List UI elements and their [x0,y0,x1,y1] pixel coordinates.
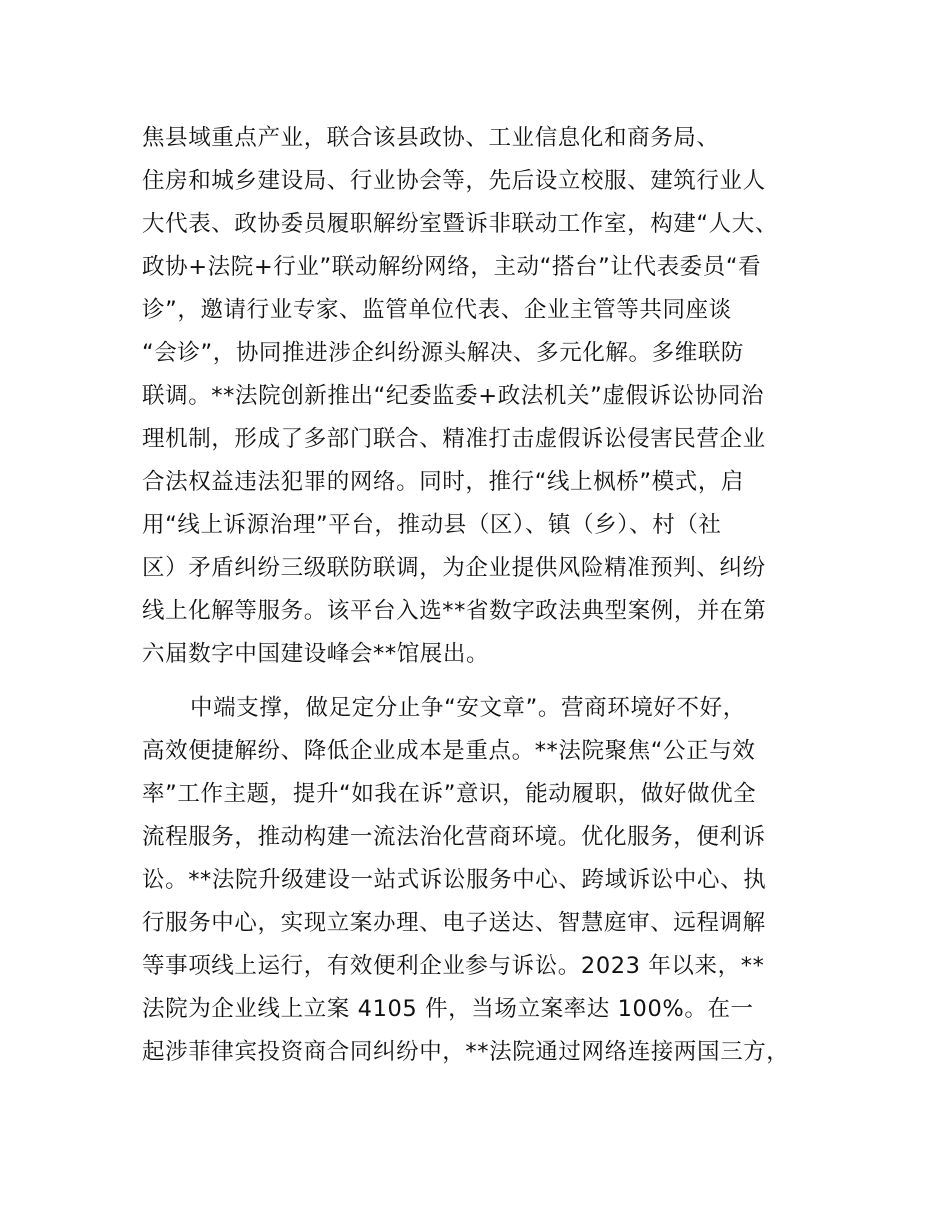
text-line: 大代表、政协委员履职解纷室暨诉非联动工作室，构建“人大、 [142,211,778,237]
text-line: 诊”，邀请行业专家、监管单位代表、企业主管等共同座谈 [142,297,732,323]
text-line: 法院为企业线上立案 4105 件，当场立案率达 100%。在一 [142,996,754,1022]
text-line: 理机制，形成了多部门联合、精准打击虚假诉讼侵害民营企业 [142,426,766,452]
text-line: 等事项线上运行，有效便利企业参与诉讼。2023 年以来，** [142,953,765,979]
document-body [142,117,842,1074]
text-line: 流程服务，推动构建一流法治化营商环境。优化服务，便利诉 [142,824,766,850]
text-line: 高效便捷解纷、降低企业成本是重点。**法院聚焦“公正与效 [142,738,756,764]
paragraph-1 [142,117,842,676]
text-line: 中端支撑，做足定分止争“安文章”。营商环境好不好， [190,695,746,721]
text-line: 行服务中心，实现立案办理、电子送达、智慧庭审、远程调解 [142,910,766,936]
text-line: 焦县域重点产业，联合该县政协、工业信息化和商务局、 [142,125,720,151]
paragraph-2 [142,687,842,1074]
text-line: 六届数字中国建设峰会**馆展出。 [142,641,490,667]
text-line: 合法权益违法犯罪的网络。同时，推行“线上枫桥”模式，启 [142,469,745,495]
text-line: 联调。**法院创新推出“纪委监委+政法机关”虚假诉讼协同治 [142,383,765,409]
text-line: 起涉菲律宾投资商合同纠纷中，**法院通过网络连接两国三方， [142,1039,790,1065]
text-line: 住房和城乡建设局、行业协会等，先后设立校服、建筑行业人 [142,168,766,194]
text-line: 线上化解等服务。该平台入选**省数字政法典型案例，并在第 [142,598,767,624]
text-line: 用“线上诉源治理”平台，推动县（区）、镇（乡）、村（社 [142,512,722,538]
text-line: 区）矛盾纠纷三级联防联调，为企业提供风险精准预判、纠纷 [142,555,766,581]
text-line: 讼。**法院升级建设一站式诉讼服务中心、跨域诉讼中心、执 [142,867,767,893]
text-line: 政协+法院+行业”联动解纷网络，主动“搭台”让代表委员“看 [142,254,762,280]
text-line: 率”工作主题，提升“如我在诉”意识，能动履职，做好做优全 [142,781,757,807]
text-line: “会诊”，协同推进涉企纠纷源头解决、多元化解。多维联防 [142,340,745,366]
